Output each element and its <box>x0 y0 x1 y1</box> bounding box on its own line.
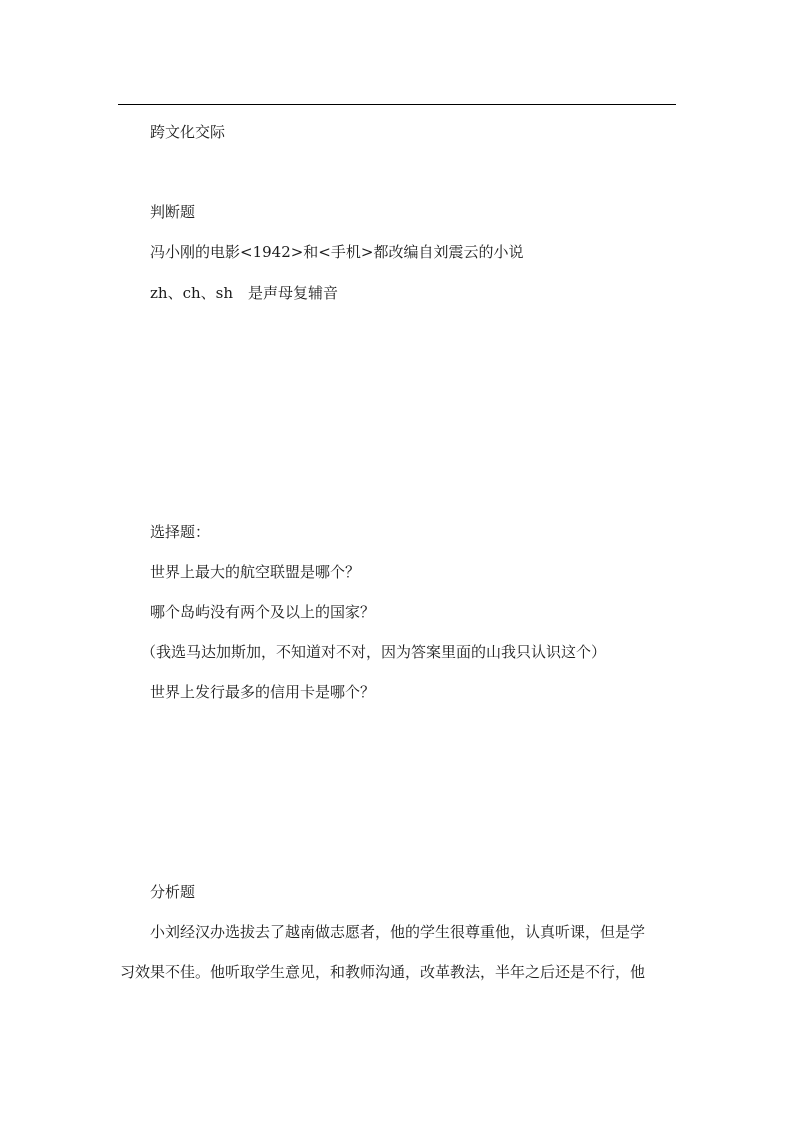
multiple-choice-note: （我选马达加斯加，不知道对不对，因为答案里面的山我只认识这个） <box>141 643 607 661</box>
multiple-choice-item: 哪个岛屿没有两个及以上的国家？ <box>150 603 376 621</box>
analysis-paragraph-line: 小刘经汉办选拔去了越南做志愿者，他的学生很尊重他，认真听课，但是学 <box>150 923 646 941</box>
analysis-paragraph-line: 习效果不佳。他听取学生意见，和教师沟通，改革教法，半年之后还是不行，他 <box>120 963 646 981</box>
multiple-choice-heading: 选择题： <box>150 523 211 541</box>
analysis-heading: 分析题 <box>150 883 196 901</box>
multiple-choice-item: 世界上发行最多的信用卡是哪个？ <box>150 683 376 701</box>
true-false-item: 冯小刚的电影<1942>和<手机>都改编自刘震云的小说 <box>150 243 524 261</box>
true-false-item: zh、ch、sh 是声母复辅音 <box>150 284 338 302</box>
document-title: 跨文化交际 <box>150 123 226 141</box>
true-false-heading: 判断题 <box>150 203 196 221</box>
header-rule <box>118 104 676 105</box>
multiple-choice-item: 世界上最大的航空联盟是哪个？ <box>150 563 361 581</box>
